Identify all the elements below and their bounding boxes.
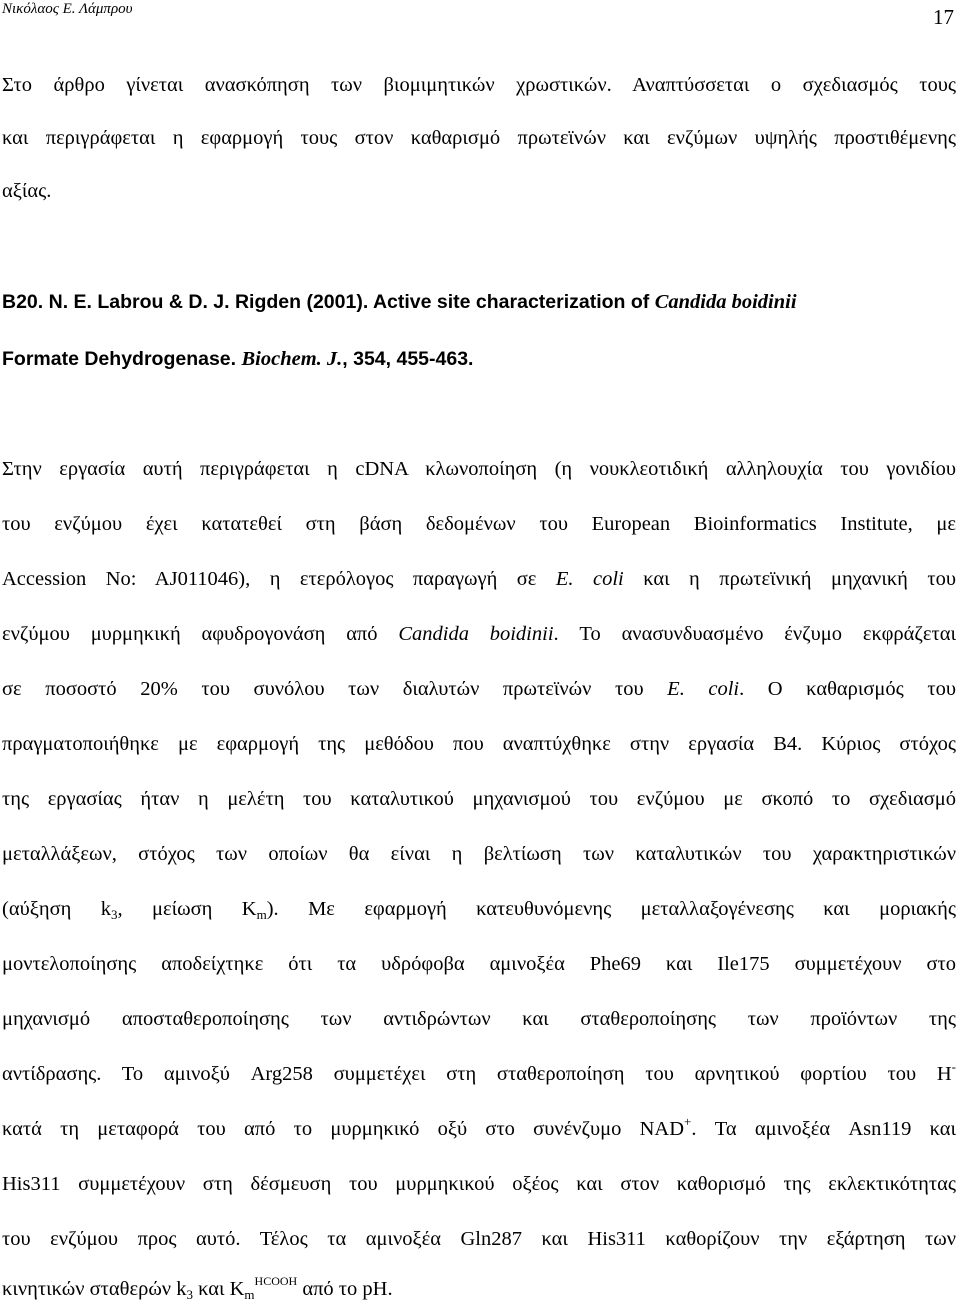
paragraph-line	[2, 1274, 956, 1302]
text-run: , μείωση K	[117, 898, 257, 920]
paragraph-line: His311 συμμετέχουν στη δέσμευση του μυρμηκικού οξέος και στον καθορισμό της εκλεκτικότητας	[2, 1173, 956, 1195]
paragraph-line	[2, 567, 956, 591]
reference-authors: B20. N. E. Labrou & D. J. Rigden (2001). Active site characterization of	[2, 291, 655, 313]
reference-b20-line1	[2, 290, 956, 314]
paragraph-line: μηχανισμό αποσταθεροποίησης των αντιδρώντων και σταθεροποίησης των προϊόντων της	[2, 1008, 956, 1030]
superscript: +	[684, 1114, 692, 1129]
text-run: ενζύμου μυρμηκική αφυδρογονάση από	[2, 623, 399, 645]
paragraph-line: μοντελοποίησης αποδείχτηκε ότι τα υδρόφοβα αμινοξέα Phe69 και Ile175 συμμετέχουν στο	[2, 953, 956, 975]
text-run: και K	[192, 1278, 245, 1300]
paragraph-line: του ενζύμου προς αυτό. Τέλος τα αμινοξέα Gln287 και His311 καθορίζουν την εξάρτηση των	[2, 1228, 956, 1250]
text-run: Accession No: AJ011046), η ετερόλογος παραγωγή σε	[2, 568, 556, 590]
subscript: 3	[111, 907, 118, 922]
running-head-author: Νικόλαος Ε. Λάμπρου	[2, 1, 133, 17]
paragraph-line: μεταλλάξεων, στόχος των οποίων θα είναι η βελτίωση των καταλυτικών του χαρακτηριστικών	[2, 843, 956, 865]
text-run: . Τα αμινοξέα Asn119 και	[691, 1118, 956, 1140]
text-run: (αύξηση k	[2, 898, 111, 920]
subscript: m	[244, 1287, 255, 1302]
species-italic: Candida boidinii	[398, 623, 554, 645]
reference-journal: Biochem. J.	[241, 348, 343, 370]
superscript: HCOOH	[254, 1274, 298, 1288]
text-run: από το pH.	[297, 1278, 393, 1300]
text-run: ). Με εφαρμογή κατευθυνόμενης μεταλλαξογένεσης και μοριακής	[266, 898, 956, 920]
paragraph-line: και περιγράφεται η εφαρμογή τους στον καθαρισμό πρωτεϊνών και ενζύμων υψηλής προστιθέμενης	[2, 127, 956, 149]
paragraph-line	[2, 897, 956, 921]
paragraph-line	[2, 1059, 956, 1086]
paragraph-line: πραγματοποιήθηκε με εφαρμογή της μεθόδου που αναπτύχθηκε στην εργασία Β4. Κύριος στόχος	[2, 733, 956, 755]
text-run: . Το ανασυνδυασμένο ένζυμο εκφράζεται	[553, 623, 956, 645]
paragraph-line	[2, 622, 956, 646]
text-run: αντίδρασης. Το αμινοξύ Arg258 συμμετέχει στη σταθεροποίηση του αρνητικού φορτίου του H	[2, 1063, 952, 1085]
reference-title-cont: Formate Dehydrogenase.	[2, 348, 242, 370]
species-italic: E. coli	[555, 568, 624, 590]
reference-b20-line2	[2, 347, 956, 371]
subscript: 3	[186, 1287, 193, 1302]
text-run: κατά τη μεταφορά του από το μυρμηκικό οξύ στο συνένζυμο NAD	[2, 1118, 685, 1140]
paragraph-line: Στην εργασία αυτή περιγράφεται η cDNA κλωνοποίηση (η νουκλεοτιδική αλληλουχία του γονιδίου	[2, 458, 956, 480]
paragraph-line: αξίας.	[2, 180, 52, 202]
species-italic: E. coli	[667, 678, 740, 700]
text-run: κινητικών σταθερών k	[2, 1278, 187, 1300]
text-run: σε ποσοστό 20% του συνόλου των διαλυτών πρωτεϊνών του	[2, 678, 668, 700]
subscript: m	[256, 907, 267, 922]
paragraph-line: του ενζύμου έχει κατατεθεί στη βάση δεδομένων του European Bioinformatics Institute, με	[2, 513, 956, 535]
text-run: . Ο καθαρισμός του	[739, 678, 956, 700]
paragraph-line: της εργασίας ήταν η μελέτη του καταλυτικού μηχανισμού του ενζύμου με σκοπό το σχεδιασμό	[2, 788, 956, 810]
paragraph-line	[2, 1114, 956, 1141]
text-run: και η πρωτεϊνική μηχανική του	[623, 568, 956, 590]
paragraph-line: Στο άρθρο γίνεται ανασκόπηση των βιομιμητικών χρωστικών. Αναπτύσσεται ο σχεδιασμός τους	[2, 74, 956, 96]
paragraph-line	[2, 677, 956, 701]
superscript: -	[951, 1059, 956, 1074]
page-number: 17	[933, 5, 954, 29]
reference-species: Candida boidinii	[654, 291, 797, 313]
reference-volume-pages: , 354, 455-463.	[342, 348, 474, 370]
